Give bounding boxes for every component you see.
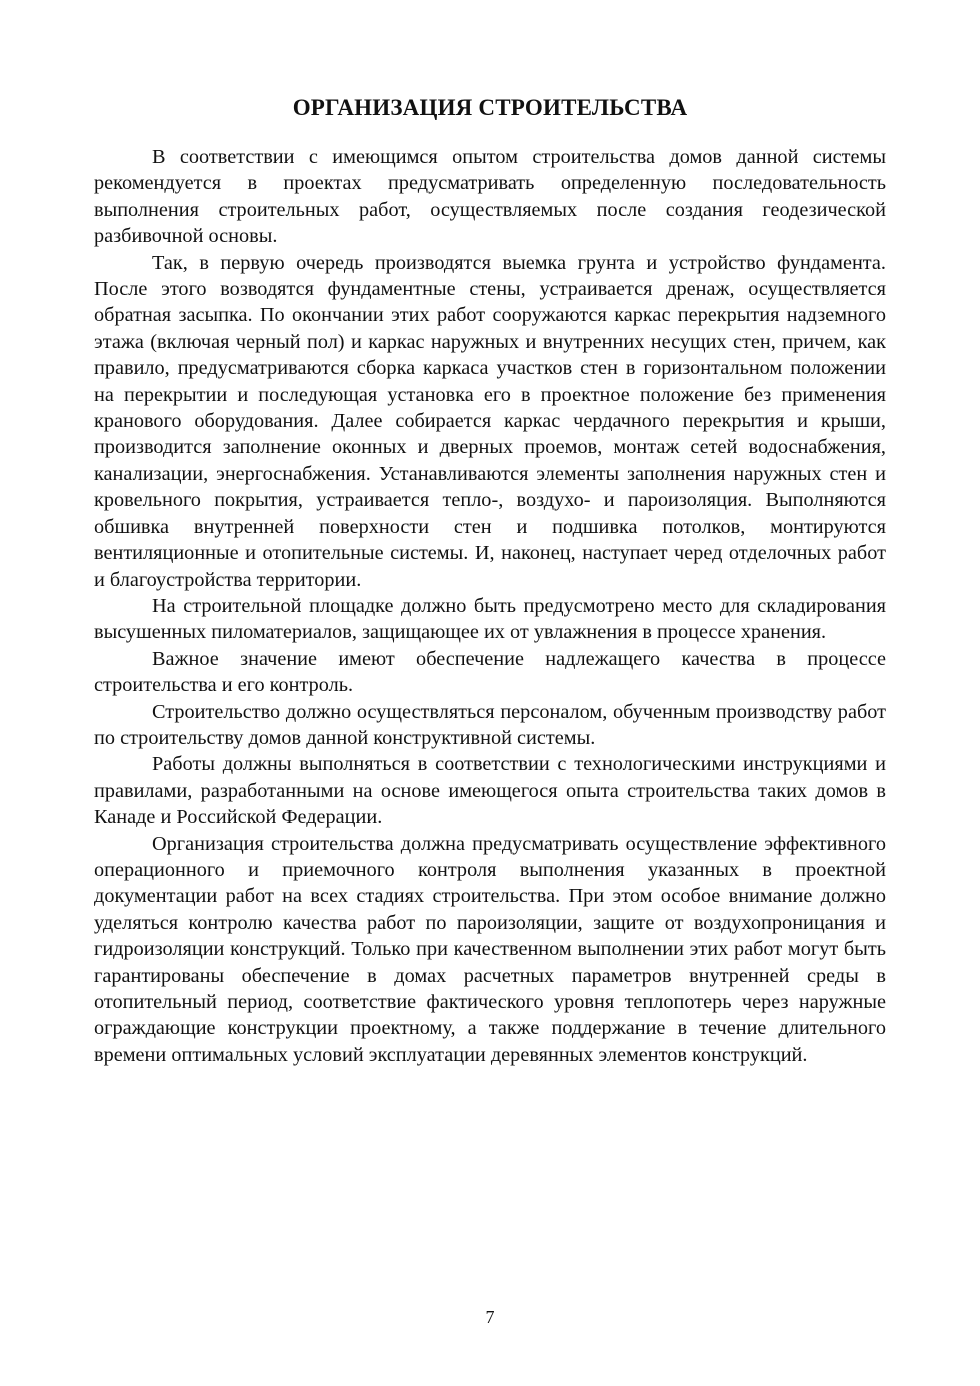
- paragraph-quality-control: Организация строительства должна предусматривать осуществление эффективного операционного и приемочного контроля выполнения указанных в проектной документации работ на всех стадиях строительства. При этом особое внимание должно уделяться контролю качества работ по пароизоляции, защите от воздухопроницания и гидроизоляции конструкций. Только при качественном выполнении этих работ могут быть гарантированы обеспечение в домах расчетных параметров внутренней среды в отопительный период, соответствие фактического уровня теплопотерь через наружные ограждающие конструкции проектному, а также поддержание в течение длительного времени оптимальных условий эксплуатации деревянных элементов конструкций.: [94, 832, 886, 1066]
- paragraph-lumber-storage: На строительной площадке должно быть предусмотрено место для складирования высушенных пиломатериалов, защищающее их от увлажнения в процессе хранения.: [94, 594, 886, 644]
- paragraph-work-stages: Так, в первую очередь производятся выемка грунта и устройство фундамента. После этого возводятся фундаментные стены, устраивается дренаж, осуществляется обратная засыпка. По окончании этих работ сооружаются каркас перекрытия надземного этажа (включая черный пол) и каркас наружных и внутренних несущих стен, причем, как правило, предусматриваются сборка каркаса участков стен в горизонтальном положении на перекрытии и последующая установка его в проектное положение без применения кранового оборудования. Далее собирается каркас чердачного перекрытия и крыши, производится заполнение оконных и дверных проемов, монтаж сетей водоснабжения, канализации, энергоснабжения. Устанавливаются элементы заполнения наружных стен и кровельного покрытия, устраивается тепло-, воздухо- и пароизоляция. Выполняются обшивка внутренней поверхности стен и подшивка потолков, монтируются вентиляционные и отопительные системы. И, наконец, наступает черед отделочных работ и благоустройства территории.: [94, 251, 886, 591]
- page-number: 7: [485, 1307, 495, 1327]
- body-text: [94, 144, 886, 1068]
- paragraph-quality-importance: Важное значение имеют обеспечение надлежащего качества в процессе строительства и его контроль.: [94, 647, 886, 697]
- page-title: ОРГАНИЗАЦИЯ СТРОИТЕЛЬСТВА: [292, 95, 688, 120]
- paragraph-construction-sequence: В соответствии с имеющимся опытом строительства домов данной системы рекомендуется в проектах предусматривать определенную последовательность выполнения строительных работ, осуществляемых после создания геодезической разбивочной основы.: [94, 146, 886, 248]
- paragraph-technological-instructions: Работы должны выполняться в соответствии с технологическими инструкциями и правилами, разработанными на основе имеющегося опыта строительства таких домов в Канаде и Российской Федерации.: [94, 753, 886, 829]
- paragraph-trained-personnel: Строительство должно осуществляться персоналом, обученным производству работ по строительству домов данной конструктивной системы.: [94, 700, 886, 749]
